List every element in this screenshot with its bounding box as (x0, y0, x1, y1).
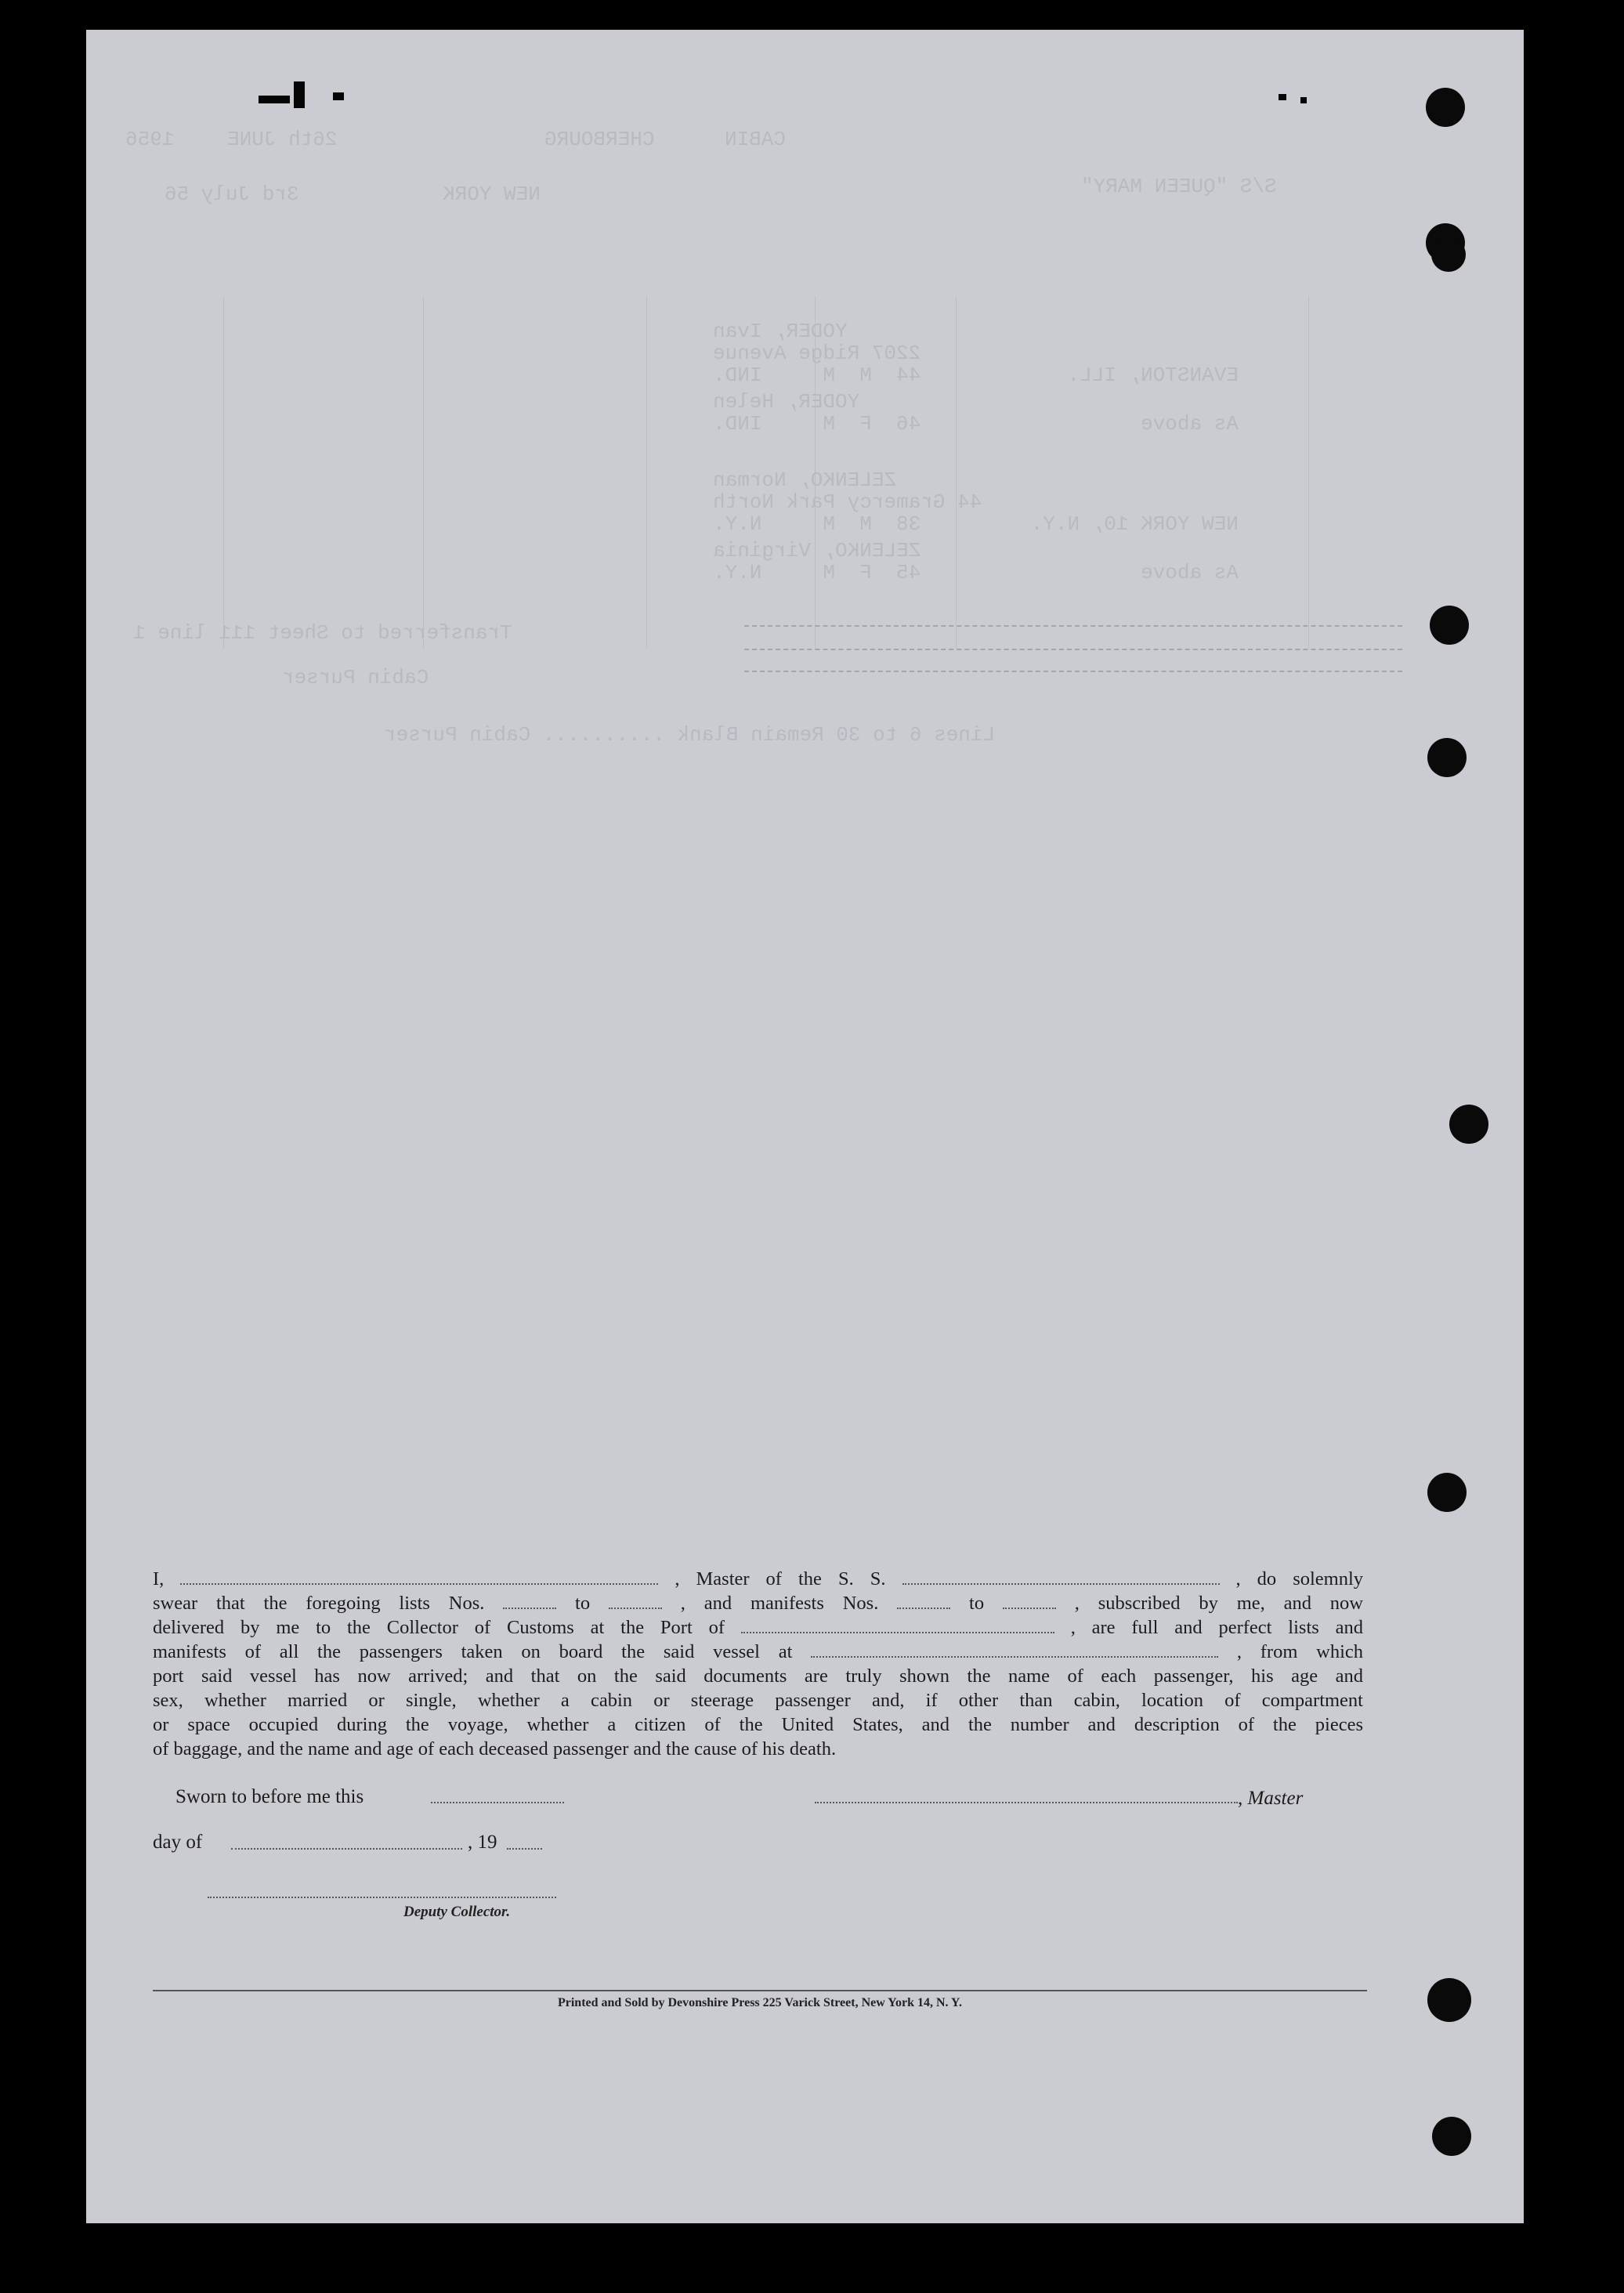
printer-footer: Printed and Sold by Devonshire Press 225 Varick Street, New York 14, N. Y. (557, 1996, 963, 2009)
punch-hole (1430, 606, 1469, 645)
bleed-date-from: 26th JUNE (227, 128, 338, 151)
oath-text: , do solemnly (1235, 1568, 1364, 1590)
punch-hole (1449, 1105, 1488, 1144)
bleed-transfer: Transferred to Sheet 111 line 1 (133, 621, 512, 645)
oath-text: to (969, 1593, 985, 1614)
punch-hole (1432, 2117, 1471, 2156)
master-name-blank (180, 1579, 658, 1585)
dashed-strike (744, 671, 1402, 672)
oath-text: I, (153, 1568, 165, 1590)
sworn-label: Sworn to before me this (175, 1786, 364, 1807)
master-oath (153, 1567, 1363, 1761)
dashed-strike (744, 649, 1402, 650)
oath-text: delivered by me to the Collector of Customs at the Port of (153, 1617, 725, 1638)
oath-text: , and manifests Nos. (680, 1593, 879, 1614)
bleed-row: EVANSTON, ILL. 44 M M IND. (713, 363, 1239, 387)
bleed-row: ZELENKO, Virginia (713, 539, 921, 562)
column-rule (646, 296, 647, 649)
bleed-date-to: 3rd July 56 (165, 183, 299, 206)
manifests-from-blank (897, 1603, 950, 1609)
deputy-signature-blank (208, 1897, 556, 1898)
bleed-row: 44 Gramercy Park North (713, 490, 982, 514)
oath-text: to (575, 1593, 591, 1614)
punch-hole (1431, 237, 1466, 272)
bleed-port-to: NEW YORK (443, 183, 541, 206)
oath-text: manifests of all the passengers taken on board the said vessel at (153, 1641, 793, 1662)
bleed-row: 2207 Ridge Avenue (713, 342, 921, 365)
ink-speck (333, 92, 344, 100)
bleed-row: NEW YORK 10, N.Y. 38 M M N.Y. (713, 512, 1239, 536)
year-label: , 19 (468, 1832, 497, 1853)
oath-text: swear that the foregoing lists Nos. (153, 1593, 485, 1614)
bleed-class: CABIN (725, 128, 787, 151)
year-blank (507, 1848, 542, 1850)
punch-hole (1427, 1978, 1471, 2022)
bleed-row: ZELENKO, Norman (713, 468, 897, 492)
oath-text: sex, whether married or single, whether a cabin or steerage passenger and, if other than cabin, location of compartment (153, 1690, 1363, 1711)
oath-text: , subscribed by me, and now (1074, 1593, 1364, 1614)
dashed-strike (744, 625, 1402, 627)
ink-speck (1300, 97, 1307, 103)
bleed-row: As above 46 F M IND. (713, 412, 1239, 436)
embark-port-blank (811, 1651, 1218, 1658)
master-signature-blank (815, 1802, 1238, 1803)
oath-text: or space occupied during the voyage, whether a citizen of the United States, and the number and description of the pieces (153, 1714, 1363, 1735)
ship-name-blank (902, 1579, 1220, 1585)
lists-from-blank (503, 1603, 556, 1609)
oath-text: , are full and perfect lists and (1070, 1617, 1364, 1638)
bleed-purser: Cabin Purser (282, 666, 429, 689)
port-blank (741, 1627, 1054, 1633)
oath-text: port said vessel has now arrived; and that on the said documents are truly shown the name of each passenger, his age and (153, 1665, 1363, 1687)
punch-hole (1427, 1473, 1467, 1512)
column-rule (1308, 296, 1309, 649)
deputy-collector-label: Deputy Collector. (403, 1904, 511, 1920)
bleed-lines-note: Lines 6 to 30 Remain Blank .......... Cabin Purser (384, 723, 996, 747)
day-of-label: day of (153, 1832, 203, 1853)
column-rule (423, 296, 424, 649)
manifest-page (86, 30, 1524, 2223)
footer-rule (153, 1990, 1367, 1991)
oath-text: , Master of the S. S. (675, 1568, 886, 1590)
bleed-year: 1956 (125, 128, 175, 151)
bleed-row: YODER, Ivan (713, 320, 848, 343)
bleed-ship: S/S "QUEEN MARY" (1081, 175, 1277, 198)
punch-hole (1427, 738, 1467, 777)
master-label: , Master (1238, 1788, 1304, 1809)
manifests-to-blank (1003, 1603, 1056, 1609)
ink-speck (294, 81, 305, 108)
ink-speck (1279, 94, 1286, 100)
lists-to-blank (609, 1603, 662, 1609)
column-rule (223, 296, 224, 649)
month-blank (231, 1848, 462, 1850)
ink-speck (259, 96, 290, 103)
column-rule (956, 296, 957, 649)
bleed-row: YODER, Helen (713, 390, 860, 414)
oath-text: , from which (1236, 1641, 1364, 1662)
bleed-row: As above 45 F M N.Y. (713, 561, 1239, 584)
sworn-date-blank (431, 1802, 564, 1803)
bleed-port-from: CHERBOURG (544, 128, 655, 151)
punch-hole (1426, 88, 1465, 127)
oath-text: of baggage, and the name and age of each deceased passenger and the cause of his death. (153, 1738, 837, 1760)
